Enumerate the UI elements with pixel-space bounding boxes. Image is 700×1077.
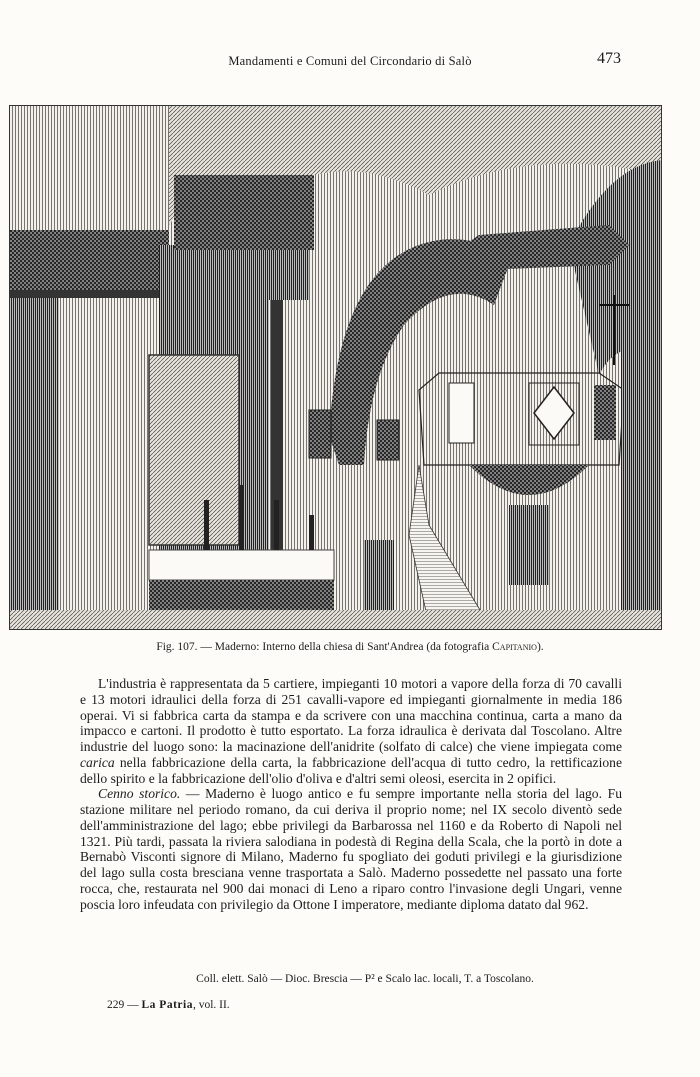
caption-suffix: ). <box>536 641 544 653</box>
paragraph-industry <box>80 676 622 786</box>
caption-prefix: Fig. 107. — Maderno: Interno della chiesa di Sant'Andrea (da fotografia <box>156 641 493 653</box>
paragraph-1-end: nella fabbricazione della carta, la fabbricazione dell'acqua di tutto cedro, la rettificazione dello spirito e la fabbricazione dell'olio d'oliva e d'altri semi oleosi, esercita in 2 opifici. <box>80 754 622 786</box>
running-head <box>0 50 700 72</box>
signature-volume: , vol. II. <box>192 999 230 1011</box>
running-title: Mandamenti e Comuni del Circondario di Salò <box>228 54 472 68</box>
church-interior-engraving <box>9 105 662 630</box>
paragraph-history <box>80 786 622 912</box>
paragraph-1-italic: carica <box>80 754 115 770</box>
signature-work: La Patria <box>141 999 193 1011</box>
body-text <box>80 676 622 912</box>
page-number: 473 <box>597 50 621 67</box>
caption-credit: Capitanio <box>492 641 537 653</box>
figure-caption <box>0 641 700 653</box>
history-heading: Cenno storico. <box>98 786 181 802</box>
paragraph-2-text: — Maderno è luogo antico e fu sempre importante nella storia del lago. Fu stazione militare nel periodo romano, da cui deriva il proprio nome; nel IX secolo diventò sede dell'amministrazione del lago; ebbe privilegi da Barbarossa nel 1160 e da Roberto di Napoli nel 1321. Più tardi, passata la riviera salodiana in podestà di Regina della Scala, che la portò in dote a Bernabò Visconti signore di Milano, Maderno fu spogliato dei goduti privilegi e la giurisdizione del lago sulla costa bresciana venne trasportata a Salò. Maderno possedette nel passato una forte rocca, che, restaurata nel 900 dai monaci di Leno a riparo contro l'invasione degli Ungari, venne poscia loro infeudata con privilegio da Ottone I imperatore, mediante diploma datato dal 962. <box>80 786 622 912</box>
signature-line <box>107 999 230 1011</box>
admin-info-line: Coll. elett. Salò — Dioc. Brescia — P² e Scalo lac. locali, T. a Toscolano. <box>196 973 534 985</box>
signature-sheet: 229 — <box>107 999 142 1011</box>
paragraph-1-text: L'industria è rappresentata da 5 cartiere, impieganti 10 motori a vapore della forza di 70 cavalli e 13 motori idraulici della forza di 251 cavalli-vapore ed impieganti giornalmente in media 186 operai. Vi si fabbrica carta da stampa e da scrivere con una macchina continua, carta a mano da impacco e cartoni. Il prodotto è tutto esportato. La forza idraulica è derivata dal Toscolano. Altre industrie del luogo sono: la macinazione dell'anidrite (solfato di calce) che viene impiegata come <box>80 676 622 754</box>
